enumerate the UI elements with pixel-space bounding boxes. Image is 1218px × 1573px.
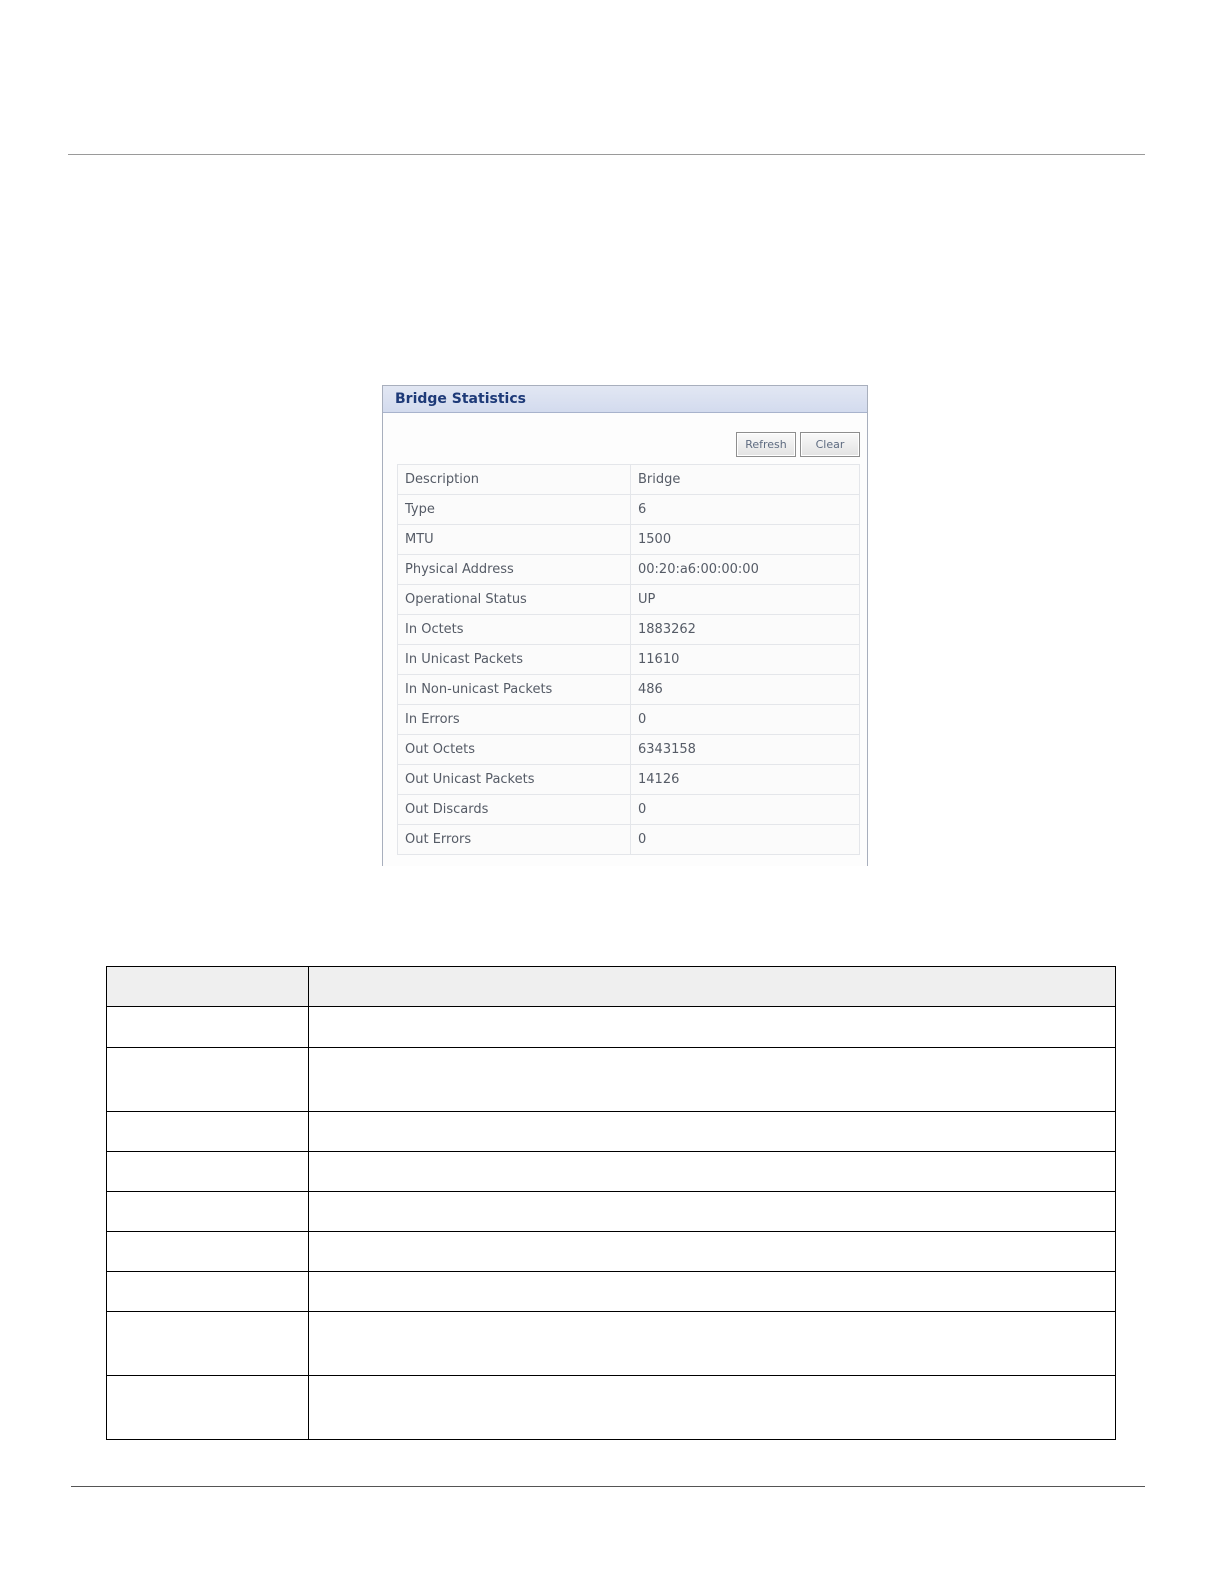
table-row (107, 1152, 1116, 1192)
statistics-table (397, 464, 860, 855)
clear-button[interactable]: Clear (800, 432, 860, 457)
description-table-header (107, 967, 1116, 1007)
table-row (398, 735, 860, 765)
row-label: In Errors (398, 705, 631, 735)
table-row (398, 615, 860, 645)
table-row (398, 585, 860, 615)
row-label: Operational Status (398, 585, 631, 615)
table-cell (309, 1192, 1116, 1232)
table-cell (107, 1007, 309, 1048)
table-row (398, 675, 860, 705)
bottom-divider (71, 1486, 1145, 1487)
row-label: MTU (398, 525, 631, 555)
table-row (398, 825, 860, 855)
table-cell (309, 1312, 1116, 1376)
row-value: UP (631, 585, 860, 615)
row-label: Out Unicast Packets (398, 765, 631, 795)
refresh-button[interactable]: Refresh (736, 432, 796, 457)
table-cell (107, 1272, 309, 1312)
row-value: 11610 (631, 645, 860, 675)
row-value: 0 (631, 705, 860, 735)
row-value: 6343158 (631, 735, 860, 765)
table-cell (309, 1007, 1116, 1048)
bridge-statistics-panel (382, 385, 868, 866)
table-row (398, 525, 860, 555)
row-value: 14126 (631, 765, 860, 795)
table-cell (107, 1112, 309, 1152)
field-description-table (106, 966, 1116, 1440)
table-cell (107, 1376, 309, 1440)
table-cell (107, 1312, 309, 1376)
table-row (398, 645, 860, 675)
table-row (107, 1192, 1116, 1232)
table-row (107, 1272, 1116, 1312)
table-row (107, 1048, 1116, 1112)
table-cell (107, 1192, 309, 1232)
row-label: In Unicast Packets (398, 645, 631, 675)
table-row (107, 1376, 1116, 1440)
row-value: 486 (631, 675, 860, 705)
panel-title: Bridge Statistics (383, 386, 867, 413)
row-label: In Octets (398, 615, 631, 645)
panel-body (383, 413, 867, 866)
table-cell (107, 1232, 309, 1272)
table-cell (107, 1048, 309, 1112)
row-label: Description (398, 465, 631, 495)
table-cell (309, 1376, 1116, 1440)
table-row (107, 1112, 1116, 1152)
row-value: Bridge (631, 465, 860, 495)
table-row (398, 555, 860, 585)
row-label: Out Errors (398, 825, 631, 855)
row-label: Physical Address (398, 555, 631, 585)
header-cell-description (309, 967, 1116, 1007)
table-row (398, 795, 860, 825)
row-value: 0 (631, 795, 860, 825)
row-value: 1500 (631, 525, 860, 555)
row-value: 00:20:a6:00:00:00 (631, 555, 860, 585)
table-row (398, 705, 860, 735)
row-value: 1883262 (631, 615, 860, 645)
row-label: Out Octets (398, 735, 631, 765)
table-cell (309, 1048, 1116, 1112)
table-cell (309, 1152, 1116, 1192)
table-row (107, 1232, 1116, 1272)
table-row (398, 465, 860, 495)
table-cell (107, 1152, 309, 1192)
row-value: 6 (631, 495, 860, 525)
table-cell (309, 1112, 1116, 1152)
row-label: Type (398, 495, 631, 525)
row-label: Out Discards (398, 795, 631, 825)
row-value: 0 (631, 825, 860, 855)
table-row (398, 495, 860, 525)
table-row (107, 1312, 1116, 1376)
header-cell-label (107, 967, 309, 1007)
table-cell (309, 1232, 1116, 1272)
table-row (107, 1007, 1116, 1048)
table-cell (309, 1272, 1116, 1312)
row-label: In Non-unicast Packets (398, 675, 631, 705)
table-row (398, 765, 860, 795)
top-divider (68, 154, 1145, 155)
